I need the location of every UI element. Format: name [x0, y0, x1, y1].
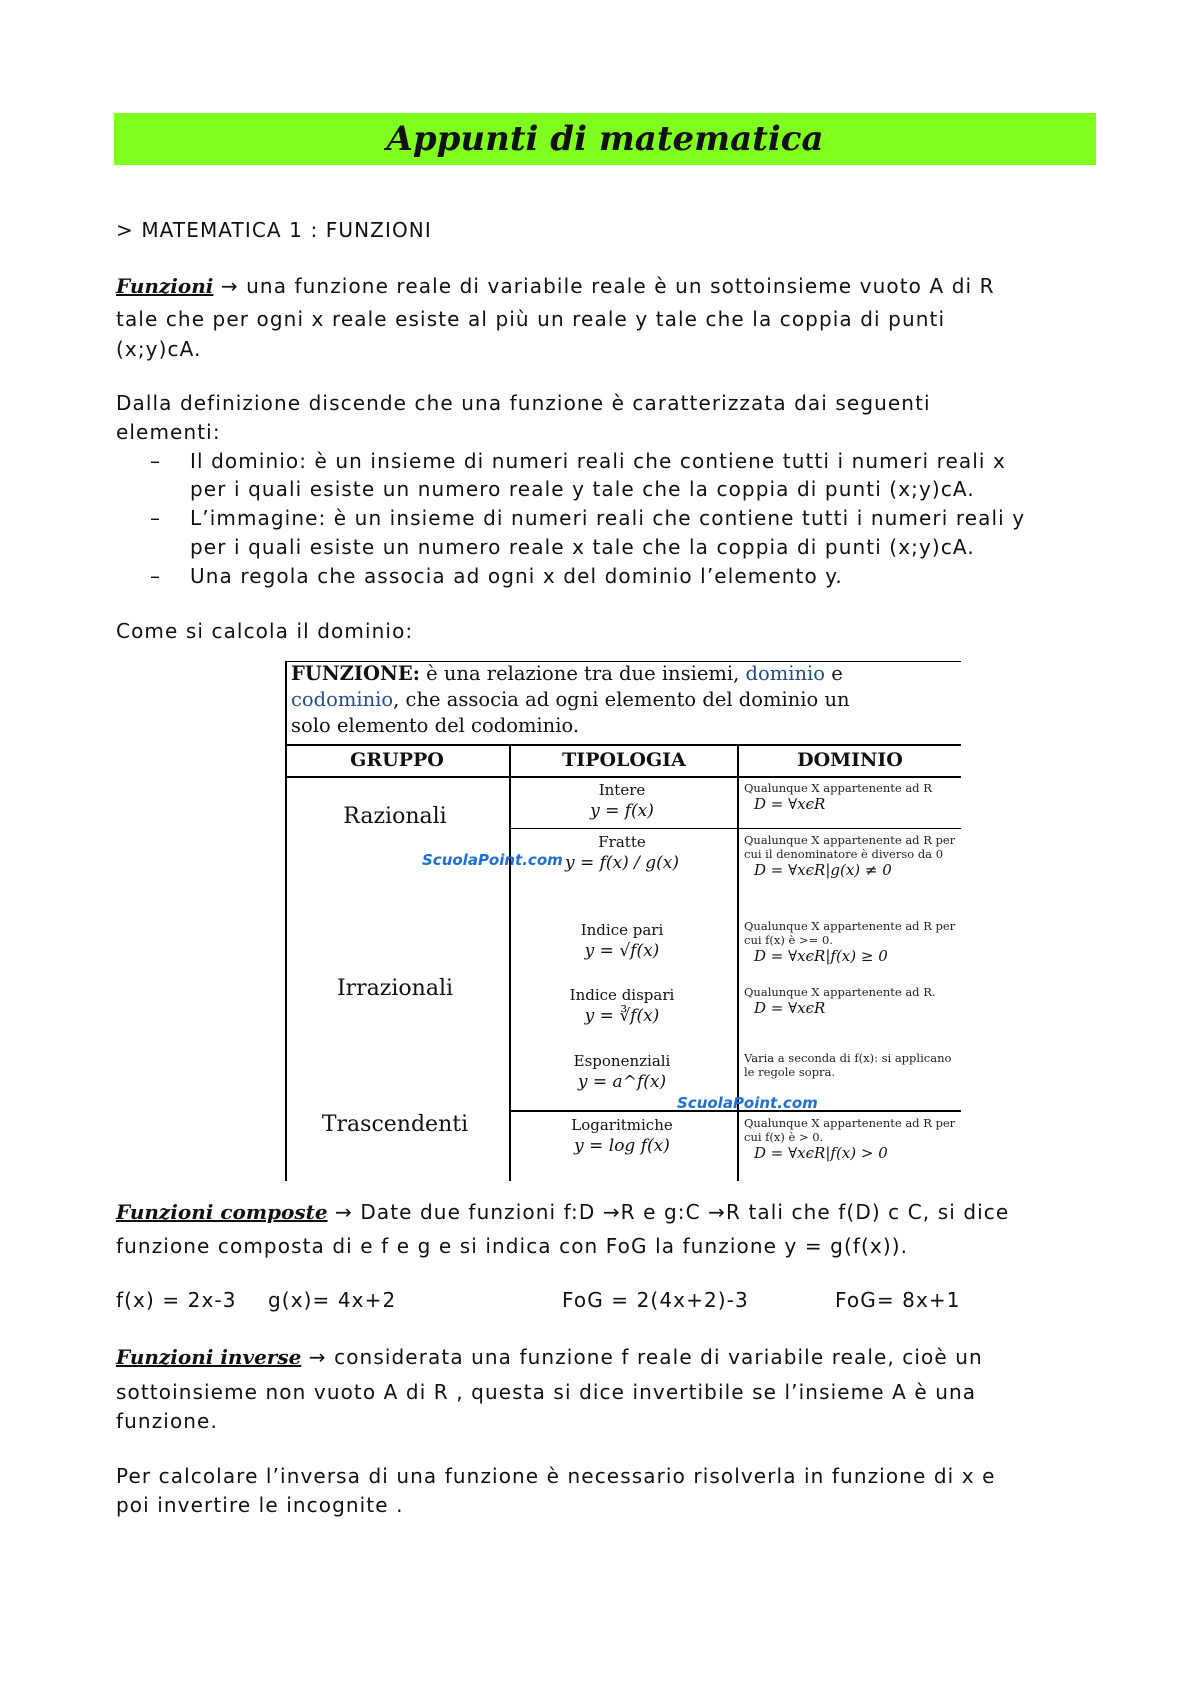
table-rule — [285, 744, 961, 746]
domain-text: Qualunque X appartenente ad R — [744, 781, 932, 795]
inverse-keyword: Funzioni inverse — [116, 1345, 302, 1369]
bullet-dash: – — [150, 564, 160, 588]
title-banner — [114, 113, 1096, 165]
final-line-2: poi invertire le incognite . — [116, 1493, 404, 1517]
bullet-dash: – — [150, 449, 160, 473]
bullet-3-line-1: Una regola che associa ad ogni x del dominio l’elemento y. — [190, 564, 843, 588]
intro-line-2: elementi: — [116, 420, 221, 444]
col-gruppo: GRUPPO — [350, 749, 444, 771]
inverse-line-3: funzione. — [116, 1409, 218, 1433]
type-formula: y = f(x) / g(x) — [564, 853, 680, 873]
caption-codominio: codominio — [291, 688, 394, 711]
type-indice-dispari — [511, 986, 733, 1026]
domain-calc-heading: Come si calcola il dominio: — [116, 619, 414, 643]
final-line-1: Per calcolare l’inversa di una funzione è necessario risolverla in funzione di x e — [116, 1464, 996, 1488]
type-formula: y = √f(x) — [584, 941, 660, 961]
bullet-2-line-2: per i quali esiste un numero reale x tale che la coppia di punti (x;y)cA. — [190, 535, 975, 559]
type-formula: y = ∛f(x) — [584, 1006, 660, 1026]
inverse-line-2: sottoinsieme non vuoto A di R , questa si dice invertibile se l’insieme A è una — [116, 1380, 977, 1404]
domain-formula: D = ∀xϵR|f(x) > 0 — [754, 1144, 888, 1162]
type-label: Indice pari — [580, 921, 664, 939]
section-heading: > MATEMATICA 1 : FUNZIONI — [116, 218, 432, 242]
domain-indice-dispari — [744, 985, 960, 1015]
domain-text: Qualunque X appartenente ad R. — [744, 985, 936, 999]
domain-esponenziali — [744, 1051, 960, 1079]
bullet-dash: – — [150, 506, 160, 530]
table-rule — [509, 828, 961, 829]
type-formula: y = a^f(x) — [577, 1072, 667, 1092]
watermark: ScuolaPoint.com — [422, 851, 563, 869]
composte-text-1: → Date due funzioni f:D →R e g:C →R tali che f(D) c C, si dice — [327, 1200, 1010, 1224]
composte-line-2: funzione composta di e f e g e si indica con FoG la funzione y = g(f(x)). — [116, 1234, 909, 1258]
type-esponenziali — [511, 1052, 733, 1092]
intro-line-1: Dalla definizione discende che una funzione è caratterizzata dai seguenti — [116, 391, 931, 415]
definition-line-2: tale che per ogni x reale esiste al più un reale y tale che la coppia di punti — [116, 307, 946, 331]
bullet-1-line-2: per i quali esiste un numero reale y tale che la coppia di punti (x;y)cA. — [190, 477, 975, 501]
page-title: Appunti di matematica — [386, 119, 824, 159]
domain-intere — [744, 781, 960, 811]
type-label: Indice dispari — [569, 986, 675, 1004]
definition-line-3: (x;y)cA. — [116, 337, 202, 361]
type-label: Intere — [598, 781, 646, 799]
domain-table — [285, 661, 961, 1181]
table-rule — [737, 744, 739, 1181]
group-irrazionali: Irrazionali — [336, 976, 454, 1001]
type-formula: y = log f(x) — [574, 1136, 670, 1156]
composte-keyword: Funzioni composte — [116, 1200, 328, 1224]
type-label: Esponenziali — [573, 1052, 671, 1070]
example-f: f(x) = 2x-3 — [116, 1288, 237, 1312]
caption-bold: FUNZIONE: — [291, 662, 420, 685]
inverse-text-1: → considerata una funzione f reale di variabile reale, cioè un — [301, 1345, 983, 1369]
caption-text: è una relazione tra due insiemi, — [419, 662, 746, 685]
domain-text: Varia a seconda di f(x): si applicano le regole sopra. — [744, 1051, 952, 1079]
domain-logaritmiche — [744, 1116, 960, 1160]
table-caption — [291, 661, 961, 739]
example-fog: FoG = 2(4x+2)-3 — [562, 1288, 749, 1312]
domain-text: Qualunque X appartenente ad R per cui f(x) è > 0. — [744, 1116, 956, 1144]
caption-dominio: dominio — [745, 662, 826, 685]
domain-formula: D = ∀xϵR|f(x) ≥ 0 — [754, 947, 888, 965]
domain-formula: D = ∀xϵR — [754, 795, 826, 813]
example-fog-result: FoG= 8x+1 — [835, 1288, 961, 1312]
definition-line-1 — [116, 274, 995, 298]
table-rule — [285, 776, 961, 778]
caption-text: , che associa ad ogni elemento del dominio un — [393, 688, 850, 711]
bullet-1-line-1: Il dominio: è un insieme di numeri reali che contiene tutti i numeri reali x — [190, 449, 1006, 473]
example-g: g(x)= 4x+2 — [268, 1288, 397, 1312]
definition-keyword: Funzioni — [116, 274, 214, 298]
type-intere — [511, 781, 733, 821]
type-indice-pari — [511, 921, 733, 961]
domain-text: Qualunque X appartenente ad R per cui f(x) è >= 0. — [744, 919, 956, 947]
table-rule — [285, 661, 961, 662]
type-label: Fratte — [598, 833, 646, 851]
type-logaritmiche — [511, 1116, 733, 1156]
domain-formula: D = ∀xϵR — [754, 999, 826, 1017]
caption-text: solo elemento del codominio. — [291, 714, 580, 737]
watermark: ScuolaPoint.com — [677, 1094, 818, 1112]
group-razionali: Razionali — [343, 804, 447, 829]
col-tipologia: TIPOLOGIA — [562, 749, 686, 771]
composte-line-1 — [116, 1200, 1009, 1224]
type-formula: y = f(x) — [590, 801, 654, 821]
domain-fratte — [744, 833, 960, 877]
table-rule — [285, 661, 287, 1181]
domain-formula: D = ∀xϵR|g(x) ≠ 0 — [754, 861, 892, 879]
definition-text-1: → una funzione reale di variabile reale è un sottoinsieme vuoto A di R — [213, 274, 995, 298]
domain-text: Qualunque X appartenente ad R per cui il denominatore è diverso da 0 — [744, 833, 956, 861]
bullet-2-line-1: L’immagine: è un insieme di numeri reali che contiene tutti i numeri reali y — [190, 506, 1026, 530]
group-trascendenti: Trascendenti — [321, 1112, 469, 1137]
inverse-line-1 — [116, 1345, 983, 1369]
type-label: Logaritmiche — [571, 1116, 673, 1134]
col-dominio: DOMINIO — [797, 749, 903, 771]
caption-text: e — [825, 662, 843, 685]
domain-indice-pari — [744, 919, 960, 963]
